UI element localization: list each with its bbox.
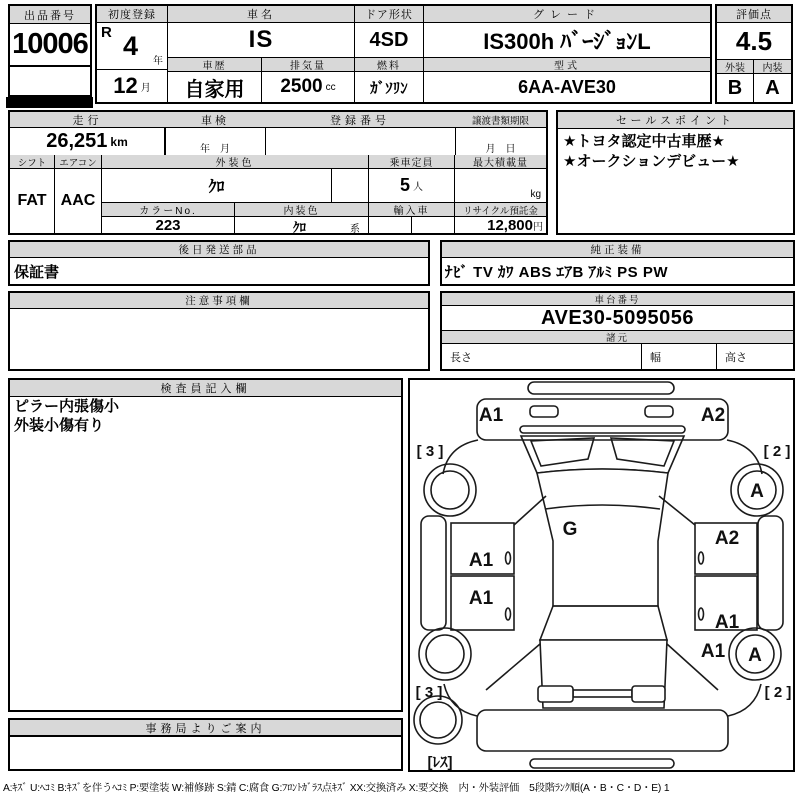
first-reg-month-cell xyxy=(97,70,168,102)
auction-number-box xyxy=(8,4,92,97)
spare-tire xyxy=(414,696,462,744)
capacity-cell xyxy=(369,169,455,203)
car-name-label: 車名 xyxy=(168,6,355,23)
office-label: 事務局よりご案内 xyxy=(10,720,401,737)
int-color-suffix: 系 xyxy=(350,224,360,235)
door-shape-value: 4SD xyxy=(355,23,424,58)
notes-label: 注意事項欄 xyxy=(10,293,428,309)
inspector-box xyxy=(8,378,403,712)
windshield xyxy=(521,436,684,473)
history-label: 車歴 xyxy=(168,58,262,72)
import-cell-1 xyxy=(369,217,412,233)
hood-panel xyxy=(477,399,728,440)
import-label: 輸入車 xyxy=(369,203,455,217)
width-cell: 幅 xyxy=(642,344,717,369)
displacement-cell xyxy=(262,72,355,102)
mark-hood-left: A1 xyxy=(478,405,504,426)
sales-point-label: セールスポイント xyxy=(558,112,793,129)
shift-label: シフト xyxy=(10,155,55,169)
rear-glass xyxy=(540,606,667,640)
car-diagram-box xyxy=(408,378,795,772)
aircon-label: エアコン xyxy=(55,155,102,169)
history-value: 自家用 xyxy=(168,72,262,102)
later-parts-value: 保証書 xyxy=(14,264,60,281)
score-value: 4.5 xyxy=(717,23,791,60)
exterior-label: 外装 xyxy=(717,60,754,74)
later-parts-label: 後日発送部品 xyxy=(10,242,428,258)
rocker-left xyxy=(421,516,446,630)
height-cell: 高さ xyxy=(725,351,747,364)
capacity-value: 5 xyxy=(399,175,410,195)
mark-tire-rear-right: [ 2 ] xyxy=(764,684,792,701)
ext-color-value: ｸﾛ xyxy=(102,169,332,203)
fuel-label: 燃料 xyxy=(355,58,424,72)
inspector-label: 検査員記入欄 xyxy=(10,380,401,397)
mileage-value-cell xyxy=(10,128,165,155)
reg-no-label: 登録番号 xyxy=(265,112,455,128)
spec-table xyxy=(8,110,548,235)
interior-grade: A xyxy=(765,76,780,99)
sales-point-line-1: ★トヨタ認定中古車歴★ xyxy=(563,133,725,150)
fuel-value: ｶﾞｿﾘﾝ xyxy=(355,72,424,102)
dimensions-label: 諸元 xyxy=(442,331,793,344)
door-shape-label: ドア形状 xyxy=(355,6,424,23)
transfer-placeholder: 月 日 xyxy=(485,144,516,155)
mark-door-rear-right: A1 xyxy=(714,612,740,633)
sales-point-line-2: ★オークションデビュー★ xyxy=(563,153,740,171)
mark-wheel-rear-right: A xyxy=(748,645,762,666)
int-color-label: 内装色 xyxy=(235,203,369,217)
first-reg-era: R xyxy=(101,24,112,41)
first-reg-month-unit: 月 xyxy=(140,82,151,94)
first-reg-year-cell xyxy=(97,23,168,70)
chassis-label: 車台番号 xyxy=(442,293,793,306)
car-diagram xyxy=(410,380,793,770)
mark-tire-front-right: [ 2 ] xyxy=(763,443,791,460)
shaken-label: 車検 xyxy=(165,112,265,128)
mark-quarter-rear-right: A1 xyxy=(700,641,726,662)
auction-number-label: 出品番号 xyxy=(10,6,90,24)
auction-number-value: 10006 xyxy=(10,24,90,67)
equipment-label: 純正装備 xyxy=(442,242,793,258)
mileage-label: 走行 xyxy=(10,112,165,128)
displacement-unit: cc xyxy=(325,81,336,93)
displacement-label: 排気量 xyxy=(262,58,355,72)
black-spacer-band xyxy=(6,97,93,108)
capacity-label: 乗車定員 xyxy=(369,155,455,169)
roof xyxy=(537,469,668,606)
later-parts-box xyxy=(8,240,430,286)
first-reg-month: 12 xyxy=(113,73,138,98)
color-no-label: カラーNo. xyxy=(102,203,235,217)
score-label: 評価点 xyxy=(717,6,791,23)
int-color-cell xyxy=(235,217,369,233)
recycle-label: リサイクル預託金 xyxy=(455,203,546,217)
inspector-lines xyxy=(10,397,401,437)
transfer-label: 譲渡書類期限 xyxy=(455,112,546,128)
shaken-placeholder: 年 月 xyxy=(200,144,230,155)
exterior-grade: B xyxy=(717,74,754,102)
int-color-value: ｸﾛ xyxy=(293,220,306,235)
chassis-value: AVE30-5095056 xyxy=(442,306,793,331)
grade-value: IS300h ﾊﾞｰｼﾞｮﾝL xyxy=(424,23,710,58)
recycle-unit: 円 xyxy=(533,222,543,233)
max-load-unit: kg xyxy=(530,189,541,200)
capacity-unit: 人 xyxy=(413,182,423,193)
mark-tire-front-left: [ 3 ] xyxy=(416,443,444,460)
equipment-value: ﾅﾋﾞ TV ｶﾜ ABS ｴｱB ｱﾙﾐ PS PW xyxy=(445,264,669,281)
mark-door-front-right: A2 xyxy=(714,528,740,549)
front-bumper xyxy=(528,382,674,394)
vehicle-header-table xyxy=(95,4,712,104)
length-cell: 長さ xyxy=(442,344,642,369)
chassis-box xyxy=(440,291,795,371)
first-reg-year: 4 xyxy=(123,31,139,61)
mark-wheel-front-right: A xyxy=(750,481,764,502)
mileage-unit: km xyxy=(110,134,128,149)
first-reg-year-unit: 年 xyxy=(153,56,163,67)
inspector-line-2: 外装小傷有り xyxy=(14,416,105,434)
aircon-value: AAC xyxy=(55,169,102,233)
ext-color-label: 外装色 xyxy=(102,155,369,169)
sales-point-lines xyxy=(558,129,793,176)
auction-number-empty-cell xyxy=(10,67,90,95)
shift-value: FAT xyxy=(10,169,55,233)
first-reg-label: 初度登録 xyxy=(97,6,168,23)
import-cell-2 xyxy=(412,217,455,233)
damage-legend: A:ｷｽﾞ U:ﾍｺﾐ B:ｷｽﾞを伴うﾍｺﾐ P:要塗装 W:補修跡 S:錆 C:腐食 G:ﾌﾛﾝﾄｶﾞﾗｽ点ｷｽﾞ XX:交換済み X:要交換 内・外装評価 5段階ﾗﾝｸ順(A・B・C・D・E) 1 xyxy=(3,783,670,794)
grade-label: グレード xyxy=(424,6,710,23)
notes-box xyxy=(8,291,430,371)
sales-point-box xyxy=(556,110,795,235)
model-code-label: 型式 xyxy=(424,58,710,72)
recycle-value: 12,800 xyxy=(487,217,533,234)
displacement-value: 2500 xyxy=(280,76,323,97)
car-body-outline xyxy=(421,382,783,768)
rocker-right xyxy=(758,516,783,630)
mark-door-rear-left: A1 xyxy=(468,588,494,609)
color-no-value: 223 xyxy=(102,217,235,233)
interior-label: 内装 xyxy=(754,60,791,74)
ext-color-empty-cell xyxy=(332,169,369,203)
max-load-label: 最大積載量 xyxy=(455,155,546,169)
mark-spare-less: [ﾚｽ] xyxy=(427,754,453,770)
mark-door-front-left: A1 xyxy=(468,550,494,571)
inspector-line-1: ピラー内張傷小 xyxy=(14,398,120,415)
mark-roof-glass: G xyxy=(562,519,578,540)
max-load-cell xyxy=(455,169,546,203)
equipment-box xyxy=(440,240,795,286)
mileage-value: 26,251 xyxy=(46,130,108,152)
mark-tire-rear-left: [ 3 ] xyxy=(415,684,443,701)
reg-no-empty xyxy=(265,128,455,155)
recycle-cell xyxy=(455,217,543,233)
model-code-value: 6AA-AVE30 xyxy=(518,76,616,97)
rear-bumper xyxy=(477,710,728,751)
car-name-value: IS xyxy=(168,23,355,58)
office-box xyxy=(8,718,403,771)
mark-hood-right: A2 xyxy=(700,405,726,426)
score-box xyxy=(715,4,793,104)
